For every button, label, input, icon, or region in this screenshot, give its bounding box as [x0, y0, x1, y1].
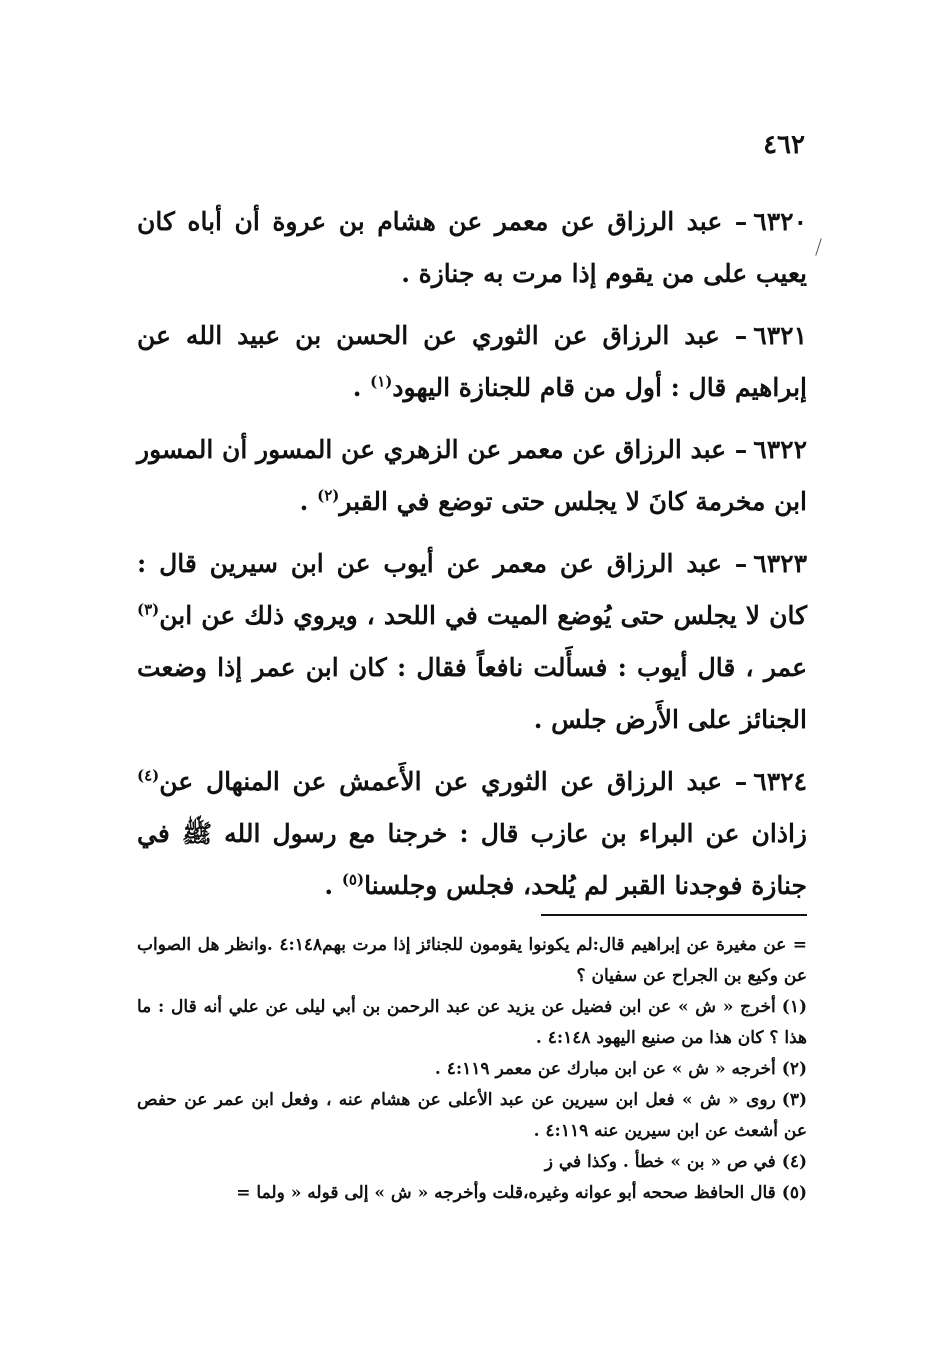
footnote-text: في ص « بن » خطأ . وكذا في ز: [544, 1152, 776, 1172]
hadith-6323: [137, 538, 807, 746]
hadith-text-end: .: [299, 487, 318, 516]
footnote-continued: [137, 930, 807, 992]
hadith-text-end: .: [324, 871, 342, 900]
hadith-number: ٦٣٢٠: [753, 207, 807, 236]
footnote-ref-5[interactable]: (٥): [341, 870, 365, 889]
hadith-text: – عبد الرزاق عن معمر عن أيوب عن ابن سيرين قال : كان لا يجلس حتى يُوضع الميت في اللحد ، ويروي ذلك عن ابن: [137, 549, 807, 630]
footnote-2: [137, 1054, 807, 1085]
footnote-ref-2[interactable]: (٢): [317, 486, 340, 505]
main-text: [137, 196, 807, 922]
hadith-text-end: .: [352, 373, 371, 402]
stray-pen-mark: [815, 238, 822, 255]
footnote-marker: (١): [781, 997, 807, 1017]
hadith-number: ٦٣٢٢: [753, 435, 807, 464]
footnote-ref-1[interactable]: (١): [370, 372, 393, 391]
footnote-divider: [541, 914, 807, 916]
hadith-text: – عبد الرزاق عن الثوري عن الحسن بن عبيد الله عن إبراهيم قال : أول من قام للجنازة اليهود: [137, 321, 807, 402]
footnote-ref-3[interactable]: (٣): [137, 600, 160, 619]
page-number: ٤٦٢: [763, 130, 805, 160]
hadith-text: – عبد الرزاق عن الثوري عن الأَعمش عن المنهال عن: [159, 767, 748, 796]
footnote-text: أخرجه « ش » عن ابن مبارك عن معمر ٤:١١٩ .: [434, 1059, 776, 1079]
footnotes: [137, 930, 807, 1209]
footnote-marker: (٤): [781, 1152, 807, 1172]
hadith-number: ٦٣٢٣: [753, 549, 807, 578]
footnote-text: روى « ش » فعل ابن سيرين عن عبد الأعلى عن هشام عنه ، وفعل ابن عمر عن حفص عن أشعث عن ابن سيرين عنه ٤:١١٩ .: [137, 1090, 807, 1141]
hadith-6320: [137, 196, 807, 300]
footnote-4: [137, 1147, 807, 1178]
footnote-marker: (٣): [781, 1090, 807, 1110]
hadith-number: ٦٣٢١: [753, 321, 807, 350]
hadith-6321: [137, 310, 807, 414]
hadith-number: ٦٣٢٤: [753, 767, 807, 796]
footnote-text: قال الحافظ صححه أبو عوانه وغيره،قلت وأخرجه « ش » إلى قوله « ولما =: [236, 1183, 776, 1203]
footnote-marker: (٥): [781, 1183, 807, 1203]
hadith-text: – عبد الرزاق عن معمر عن الزهري عن المسور أن المسور ابن مخرمة كانَ لا يجلس حتى توضع في القبر: [137, 435, 807, 516]
footnote-text: = عن مغيرة عن إبراهيم قال:لم يكونوا يقومون للجنائز إذا مرت بهم٤:١٤٨ .وانظر هل الصواب عن وكيع بن الجراح عن سفيان ؟: [137, 935, 807, 986]
footnote-1: [137, 992, 807, 1054]
hadith-6322: [137, 424, 807, 528]
footnote-3: [137, 1085, 807, 1147]
footnote-marker: (٢): [781, 1059, 807, 1079]
hadith-6324: [137, 756, 807, 912]
hadith-text-middle: زاذان عن البراء بن عازب قال : خرجنا مع رسول الله ﷺ في جنازة فوجدنا القبر لم يُلحد، فجلس وجلسنا: [137, 819, 807, 900]
hadith-text: – عبد الرزاق عن معمر عن هشام بن عروة أن أباه كان يعيب على من يقوم إذا مرت به جنازة .: [137, 207, 807, 288]
footnote-text: أخرج « ش » عن ابن فضيل عن يزيد عن عبد الرحمن بن أبي ليلى عن علي أنه قال : ما هذا ؟ كان هذا من صنيع اليهود ٤:١٤٨ .: [137, 997, 807, 1048]
hadith-text-end: عمر ، قال أيوب : فسأَلت نافعاً فقال : كان ابن عمر إذا وضعت الجنائز على الأَرض جلس .: [137, 653, 807, 734]
footnote-5: [137, 1178, 807, 1209]
footnote-ref-4[interactable]: (٤): [137, 766, 160, 785]
